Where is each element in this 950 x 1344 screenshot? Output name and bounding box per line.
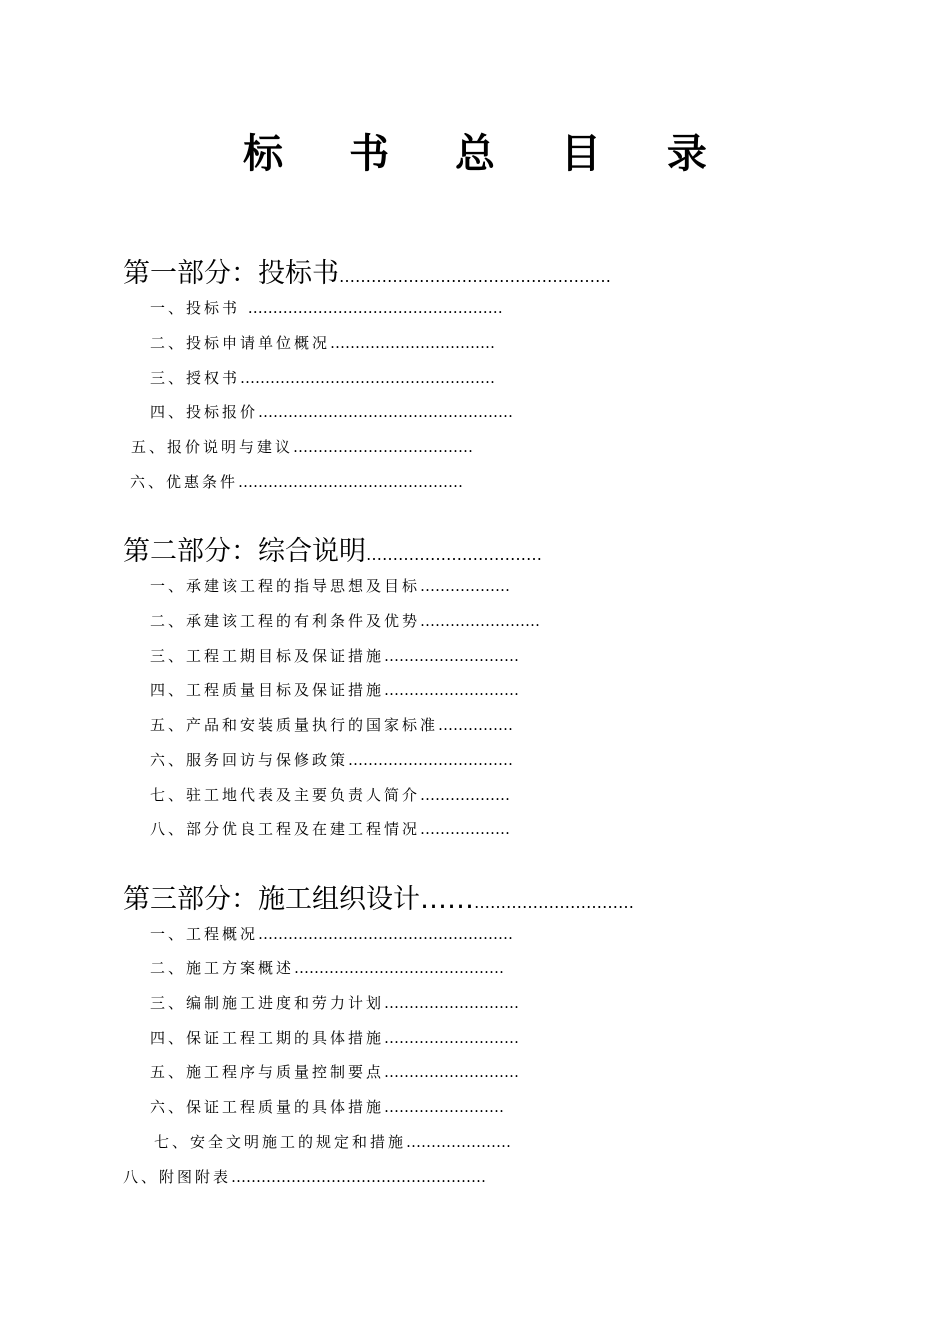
toc-item bbox=[150, 368, 495, 388]
leader-dots: ……………… bbox=[420, 820, 511, 838]
leader-dots: ………………… bbox=[406, 1133, 512, 1151]
section-heading-text: 第二部分：综合说明 bbox=[123, 536, 366, 567]
toc-item bbox=[150, 715, 513, 735]
toc-item bbox=[150, 402, 513, 422]
leader-dots: …………………………………………… bbox=[258, 403, 514, 421]
toc-item-label: 七、安全文明施工的规定和措施 bbox=[154, 1133, 407, 1151]
leader-dots: …………………………… bbox=[348, 751, 514, 769]
leader-dots: ………………………… bbox=[474, 893, 634, 912]
leader-dots: ……………………………… bbox=[293, 438, 474, 456]
toc-item bbox=[150, 1028, 519, 1048]
leader-dots: …………………………………………… bbox=[247, 299, 503, 317]
toc-item-label: 六、保证工程质量的具体措施 bbox=[150, 1098, 385, 1116]
toc-item-label: 四、工程质量目标及保证措施 bbox=[150, 681, 385, 699]
toc-item-label: 五、施工程序与质量控制要点 bbox=[150, 1063, 385, 1081]
toc-item-label: 二、施工方案概述 bbox=[150, 959, 295, 977]
leader-dots: …………………… bbox=[384, 1098, 505, 1116]
leader-dots: …………………………………………… bbox=[258, 925, 514, 943]
toc-item bbox=[150, 924, 513, 944]
leader-dots: …………………………… bbox=[330, 334, 496, 352]
toc-item bbox=[150, 576, 510, 596]
toc-item bbox=[150, 785, 510, 805]
toc-item bbox=[150, 958, 504, 978]
toc-item bbox=[150, 298, 503, 318]
toc-item bbox=[150, 646, 519, 666]
toc-item bbox=[150, 750, 513, 770]
toc-item bbox=[123, 1167, 486, 1187]
leader-dots: ……………………… bbox=[384, 1063, 520, 1081]
leader-dots: ……………… bbox=[420, 786, 511, 804]
leader-dots: …………………………… bbox=[366, 545, 542, 564]
leader-dots: …………………………………………… bbox=[240, 369, 496, 387]
toc-item bbox=[154, 1132, 511, 1152]
toc-item-label: 三、工程工期目标及保证措施 bbox=[150, 647, 385, 665]
leader-dots: ……………………………………… bbox=[238, 473, 464, 491]
leader-dots: …………… bbox=[438, 716, 514, 734]
toc-item-label: 二、承建该工程的有利条件及优势 bbox=[150, 612, 421, 630]
toc-item-label: 六、优惠条件 bbox=[130, 473, 239, 491]
section-heading-3 bbox=[123, 883, 634, 920]
toc-item-label: 一、投标书 bbox=[150, 299, 248, 317]
toc-item-label: 三、编制施工进度和劳力计划 bbox=[150, 994, 385, 1012]
toc-item bbox=[150, 1062, 519, 1082]
leader-dots: …………………… bbox=[420, 612, 541, 630]
leader-dots: …………………………………………… bbox=[339, 267, 611, 286]
toc-item-label: 五、报价说明与建议 bbox=[131, 438, 294, 456]
toc-item-label: 八、部分优良工程及在建工程情况 bbox=[150, 820, 421, 838]
leader-dots: ……………………… bbox=[384, 681, 520, 699]
toc-item-label: 一、工程概况 bbox=[150, 925, 259, 943]
toc-item bbox=[150, 680, 519, 700]
toc-item bbox=[150, 611, 540, 631]
toc-item bbox=[130, 472, 463, 492]
toc-item bbox=[150, 993, 519, 1013]
leader-dots: ……………………… bbox=[384, 994, 520, 1012]
toc-item-label: 三、授权书 bbox=[150, 369, 241, 387]
toc-item-label: 四、投标报价 bbox=[150, 403, 259, 421]
toc-item bbox=[150, 1097, 504, 1117]
toc-item-label: 四、保证工程工期的具体措施 bbox=[150, 1029, 385, 1047]
toc-item-label: 六、服务回访与保修政策 bbox=[150, 751, 349, 769]
leader-dots: ……………… bbox=[420, 577, 511, 595]
section-heading-text: 第三部分：施工组织设计…… bbox=[123, 884, 474, 915]
leader-dots: ……………………… bbox=[384, 647, 520, 665]
toc-item-label: 五、产品和安装质量执行的国家标准 bbox=[150, 716, 439, 734]
toc-item-label: 一、承建该工程的指导思想及目标 bbox=[150, 577, 421, 595]
toc-item-label: 二、投标申请单位概况 bbox=[150, 334, 331, 352]
section-heading-2 bbox=[123, 535, 542, 572]
toc-item bbox=[131, 437, 473, 457]
document-title: 标 书 总 目 录 bbox=[243, 131, 733, 177]
leader-dots: …………………………………………… bbox=[231, 1168, 487, 1186]
toc-item bbox=[150, 333, 495, 353]
leader-dots: ……………………… bbox=[384, 1029, 520, 1047]
leader-dots: …………………………………… bbox=[294, 959, 505, 977]
section-heading-1 bbox=[123, 257, 611, 294]
toc-item-label: 七、驻工地代表及主要负责人简介 bbox=[150, 786, 421, 804]
section-heading-text: 第一部分：投标书 bbox=[123, 258, 339, 289]
toc-item bbox=[150, 819, 510, 839]
toc-item-label: 八、附图附表 bbox=[123, 1168, 232, 1186]
